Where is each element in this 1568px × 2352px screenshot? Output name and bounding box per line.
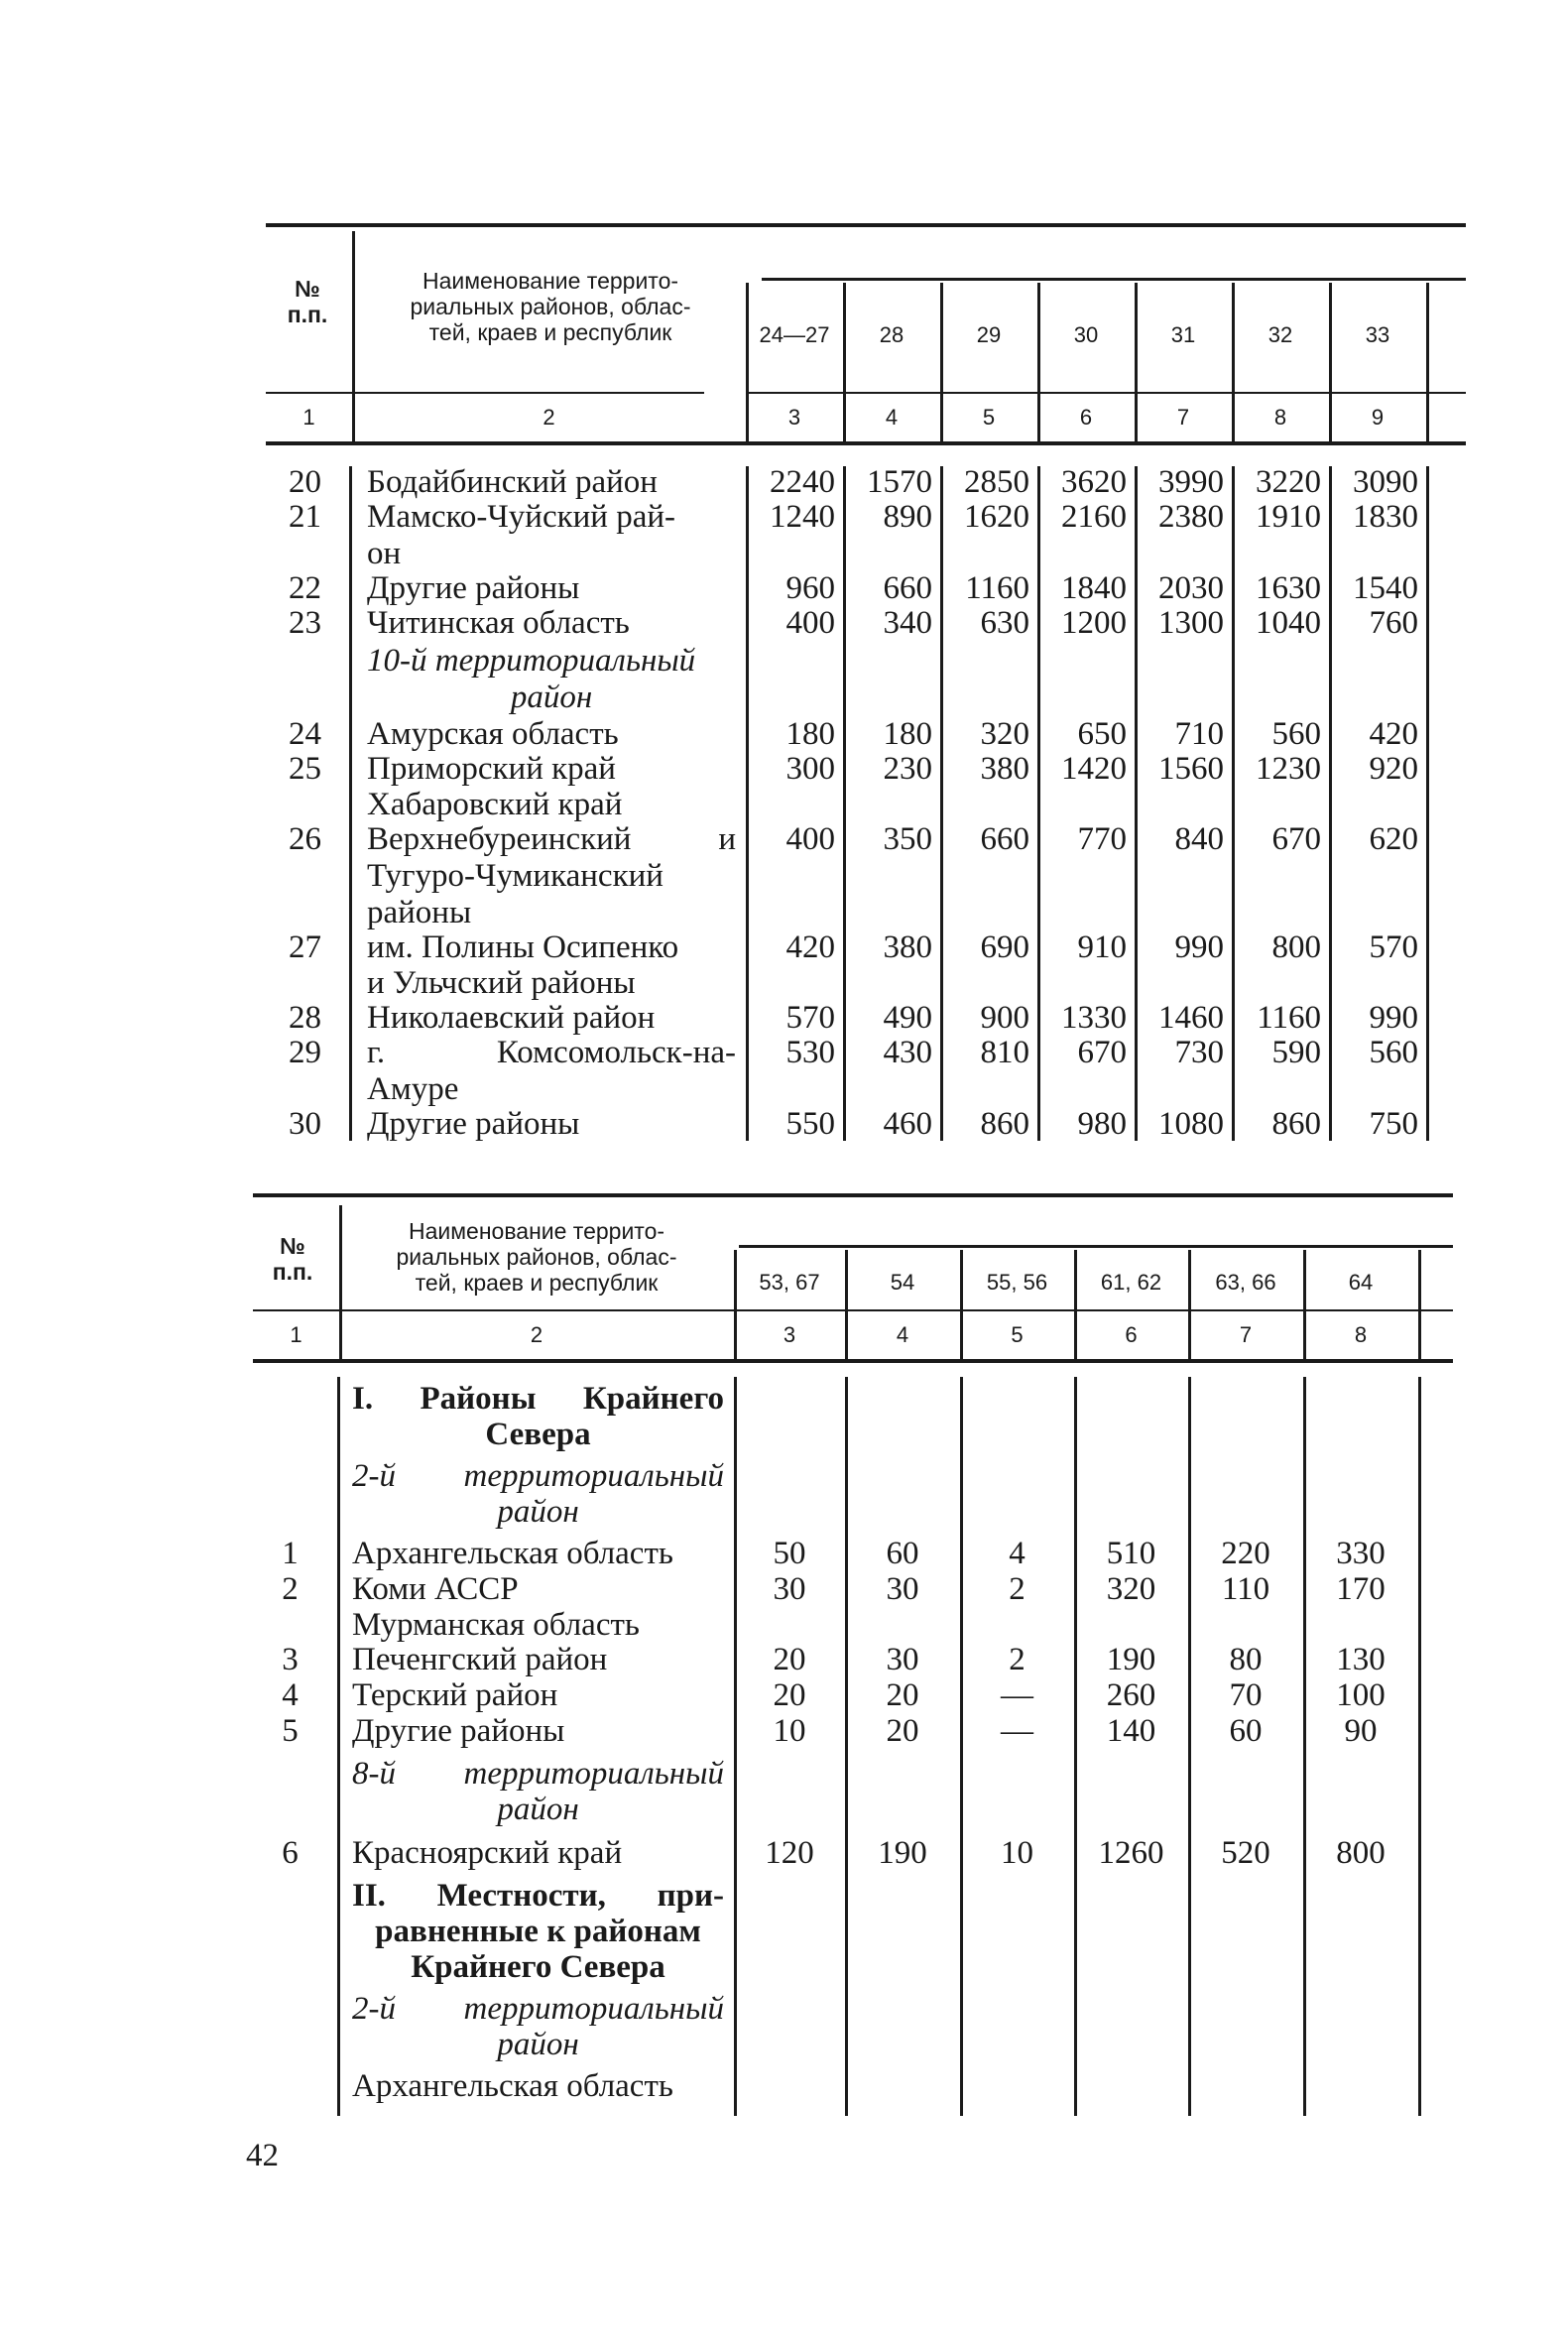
- cell-value: 570: [785, 1000, 835, 1036]
- row-number: 1: [282, 1536, 299, 1571]
- cell-value: 660: [883, 570, 932, 606]
- row-name: Коми АССР: [352, 1571, 519, 1607]
- header-column: 64: [1348, 1270, 1374, 1295]
- cell-value: 2: [1009, 1642, 1025, 1677]
- cell-value: 300: [785, 751, 835, 787]
- row-number: 21: [289, 499, 321, 535]
- cell-value: 140: [1106, 1713, 1156, 1749]
- row-name: Архангельская область: [352, 2068, 673, 2104]
- cell-value: 1630: [1256, 570, 1321, 606]
- row-name: Тугуро-Чумиканский: [367, 858, 663, 894]
- cell-value: 400: [785, 821, 835, 857]
- index-cell: 2: [530, 1322, 543, 1347]
- cell-value: 190: [1106, 1642, 1156, 1677]
- column-divider: [1303, 1377, 1306, 2116]
- row-name: Читинская область: [367, 605, 630, 641]
- cell-value: 3090: [1353, 464, 1418, 500]
- cell-value: 130: [1336, 1642, 1386, 1677]
- cell-value: 4: [1009, 1536, 1025, 1571]
- row-name: районы: [367, 895, 472, 930]
- cell-value: —: [1001, 1713, 1033, 1749]
- index-cell: 6: [1079, 405, 1093, 430]
- row-name: Николаевский район: [367, 1000, 656, 1036]
- row-number: 30: [289, 1106, 321, 1142]
- cell-value: 730: [1174, 1035, 1224, 1070]
- cell-value: 1540: [1353, 570, 1418, 606]
- cell-value: 990: [1369, 1000, 1418, 1036]
- cell-value: 990: [1174, 929, 1224, 965]
- cell-value: 1420: [1061, 751, 1127, 787]
- cell-value: 510: [1106, 1536, 1156, 1571]
- cell-value: 2160: [1061, 499, 1127, 535]
- cell-value: 550: [785, 1106, 835, 1142]
- cell-value: 420: [785, 929, 835, 965]
- index-cell: 1: [290, 1322, 302, 1347]
- cell-value: 320: [1106, 1571, 1156, 1607]
- cell-value: 460: [883, 1106, 932, 1142]
- cell-value: 760: [1369, 605, 1418, 641]
- cell-value: 980: [1077, 1106, 1127, 1142]
- cell-value: 630: [980, 605, 1029, 641]
- cell-value: 180: [883, 716, 932, 752]
- cell-value: 490: [883, 1000, 932, 1036]
- cell-value: 20: [773, 1642, 806, 1677]
- cell-value: 860: [1271, 1106, 1321, 1142]
- cell-value: 2030: [1158, 570, 1224, 606]
- cell-value: 30: [886, 1642, 919, 1677]
- header-column: 31: [1170, 322, 1196, 347]
- column-divider: [1188, 1377, 1191, 2116]
- header-column: 63, 66: [1215, 1270, 1276, 1295]
- cell-value: 670: [1271, 821, 1321, 857]
- column-divider: [1426, 466, 1429, 1141]
- row-name: Красноярский край: [352, 1835, 623, 1871]
- cell-value: 920: [1369, 751, 1418, 787]
- row-name: им. Полины Осипенко: [367, 929, 679, 965]
- row-name: Верхнебуреинский и: [367, 821, 736, 857]
- cell-value: 710: [1174, 716, 1224, 752]
- cell-value: 910: [1077, 929, 1127, 965]
- column-divider: [1426, 283, 1429, 441]
- cell-value: 860: [980, 1106, 1029, 1142]
- row-name: район: [497, 2027, 579, 2062]
- row-name: II. Местности, при-: [352, 1878, 724, 1914]
- row-number: 26: [289, 821, 321, 857]
- index-cell: 8: [1354, 1322, 1368, 1347]
- header-column: 33: [1365, 322, 1390, 347]
- row-number: 3: [282, 1642, 299, 1677]
- row-name: Бодайбинский район: [367, 464, 658, 500]
- cell-value: 260: [1106, 1677, 1156, 1713]
- header-column: 61, 62: [1100, 1270, 1162, 1295]
- cell-value: —: [1001, 1677, 1033, 1713]
- row-number: 23: [289, 605, 321, 641]
- header-column: 53, 67: [759, 1270, 820, 1295]
- cell-value: 1230: [1256, 751, 1321, 787]
- cell-value: 350: [883, 821, 932, 857]
- cell-value: 690: [980, 929, 1029, 965]
- header-column: 30: [1073, 322, 1099, 347]
- index-cell: 3: [787, 405, 801, 430]
- row-name: Другие районы: [352, 1713, 565, 1749]
- header-column: 55, 56: [986, 1270, 1048, 1295]
- rule-line: [253, 1309, 1453, 1311]
- index-cell: 8: [1273, 405, 1287, 430]
- row-number: 20: [289, 464, 321, 500]
- header-column: 29: [976, 322, 1002, 347]
- header-name: Наименование террито- риальных районов, облас- тей, краев и республик: [396, 1218, 677, 1296]
- cell-value: 20: [773, 1677, 806, 1713]
- cell-value: 1300: [1158, 605, 1224, 641]
- row-name: Мамско-Чуйский рай-: [367, 499, 676, 535]
- cell-value: 120: [765, 1835, 814, 1871]
- cell-value: 960: [785, 570, 835, 606]
- column-divider: [1135, 466, 1138, 1141]
- row-name: район: [510, 680, 593, 715]
- row-name: равненные к районам: [375, 1914, 701, 1949]
- cell-value: 230: [883, 751, 932, 787]
- cell-value: 1260: [1098, 1835, 1164, 1871]
- cell-value: 190: [878, 1835, 927, 1871]
- row-name: I. Районы Крайнего: [352, 1381, 724, 1417]
- index-cell: 3: [783, 1322, 796, 1347]
- cell-value: 650: [1077, 716, 1127, 752]
- cell-value: 3990: [1158, 464, 1224, 500]
- row-number: 2: [282, 1571, 299, 1607]
- cell-value: 30: [886, 1571, 919, 1607]
- cell-value: 90: [1344, 1713, 1378, 1749]
- cell-value: 560: [1271, 716, 1321, 752]
- row-number: 22: [289, 570, 321, 606]
- index-cell: 7: [1176, 405, 1190, 430]
- cell-value: 110: [1221, 1571, 1270, 1607]
- row-name: Мурманская область: [352, 1607, 640, 1643]
- cell-value: 1560: [1158, 751, 1224, 787]
- rule-line: [762, 278, 1466, 281]
- cell-value: 1910: [1256, 499, 1321, 535]
- cell-value: 420: [1369, 716, 1418, 752]
- column-divider: [1074, 1377, 1077, 2116]
- row-number: 24: [289, 716, 321, 752]
- cell-value: 1240: [770, 499, 835, 535]
- cell-value: 590: [1271, 1035, 1321, 1070]
- cell-value: 430: [883, 1035, 932, 1070]
- column-divider: [1329, 466, 1332, 1141]
- cell-value: 530: [785, 1035, 835, 1070]
- row-name: Приморский край: [367, 751, 616, 787]
- cell-value: 1160: [1257, 1000, 1321, 1036]
- rule-line: [253, 1359, 1453, 1363]
- row-number: 6: [282, 1835, 299, 1871]
- cell-value: 2850: [964, 464, 1029, 500]
- cell-value: 180: [785, 716, 835, 752]
- cell-value: 800: [1336, 1835, 1386, 1871]
- cell-value: 1200: [1061, 605, 1127, 641]
- rule-line: [266, 223, 1466, 227]
- rule-line: [253, 1193, 1453, 1197]
- cell-value: 100: [1336, 1677, 1386, 1713]
- cell-value: 80: [1229, 1642, 1263, 1677]
- cell-value: 900: [980, 1000, 1029, 1036]
- cell-value: 1160: [965, 570, 1029, 606]
- header-column: 28: [879, 322, 905, 347]
- cell-value: 750: [1369, 1106, 1418, 1142]
- column-divider: [734, 1377, 737, 2116]
- column-divider: [1418, 1377, 1421, 2116]
- cell-value: 620: [1369, 821, 1418, 857]
- column-divider: [845, 1377, 848, 2116]
- cell-value: 220: [1221, 1536, 1270, 1571]
- column-divider: [349, 466, 352, 1141]
- cell-value: 770: [1077, 821, 1127, 857]
- row-name: Хабаровский край: [367, 787, 623, 822]
- row-name: Другие районы: [367, 1106, 580, 1142]
- row-name: Севера: [485, 1417, 591, 1452]
- cell-value: 1040: [1256, 605, 1321, 641]
- cell-value: 60: [1229, 1713, 1263, 1749]
- cell-value: 560: [1369, 1035, 1418, 1070]
- cell-value: 1080: [1158, 1106, 1224, 1142]
- rule-line: [746, 392, 1466, 394]
- cell-value: 170: [1336, 1571, 1386, 1607]
- index-cell: 5: [982, 405, 996, 430]
- row-name: он: [367, 536, 402, 571]
- rule-line: [266, 392, 704, 394]
- header-column: 32: [1267, 322, 1293, 347]
- cell-value: 400: [785, 605, 835, 641]
- row-name: Архангельская область: [352, 1536, 673, 1571]
- cell-value: 10: [773, 1713, 806, 1749]
- column-divider: [337, 1377, 340, 2116]
- column-divider: [843, 466, 846, 1141]
- row-name: район: [497, 1792, 579, 1827]
- cell-value: 340: [883, 605, 932, 641]
- cell-value: 30: [773, 1571, 806, 1607]
- index-cell: 6: [1125, 1322, 1138, 1347]
- cell-value: 840: [1174, 821, 1224, 857]
- index-cell: 7: [1239, 1322, 1253, 1347]
- cell-value: 50: [773, 1536, 806, 1571]
- row-name: Амурская область: [367, 716, 619, 752]
- cell-value: 1570: [867, 464, 932, 500]
- row-name: и Ульчский районы: [367, 965, 636, 1001]
- cell-value: 2: [1009, 1571, 1025, 1607]
- row-number: 27: [289, 929, 321, 965]
- cell-value: 3220: [1256, 464, 1321, 500]
- cell-value: 10: [1001, 1835, 1033, 1871]
- index-cell: 9: [1371, 405, 1385, 430]
- cell-value: 810: [980, 1035, 1029, 1070]
- cell-value: 2240: [770, 464, 835, 500]
- cell-value: 1460: [1158, 1000, 1224, 1036]
- column-divider: [940, 466, 943, 1141]
- row-number: 5: [282, 1713, 299, 1749]
- cell-value: 60: [886, 1536, 919, 1571]
- index-cell: 4: [885, 405, 899, 430]
- row-number: 29: [289, 1035, 321, 1070]
- column-divider: [960, 1377, 963, 2116]
- cell-value: 660: [980, 821, 1029, 857]
- cell-value: 380: [883, 929, 932, 965]
- row-number: 4: [282, 1677, 299, 1713]
- row-name: Амуре: [367, 1071, 459, 1107]
- cell-value: 1620: [964, 499, 1029, 535]
- column-divider: [746, 466, 749, 1141]
- row-number: 28: [289, 1000, 321, 1036]
- header-column: 24—27: [759, 322, 830, 347]
- column-divider: [1418, 1250, 1421, 1359]
- header-name: Наименование террито- риальных районов, облас- тей, краев и республик: [410, 268, 691, 345]
- row-name: 2-й территориальный: [352, 1458, 724, 1494]
- cell-value: 380: [980, 751, 1029, 787]
- row-name: Другие районы: [367, 570, 580, 606]
- cell-value: 1840: [1061, 570, 1127, 606]
- row-name: г. Комсомольск-на-: [367, 1035, 736, 1070]
- column-divider: [1037, 466, 1040, 1141]
- row-name: 2-й территориальный: [352, 1991, 724, 2027]
- cell-value: 3620: [1061, 464, 1127, 500]
- cell-value: 570: [1369, 929, 1418, 965]
- cell-value: 670: [1077, 1035, 1127, 1070]
- cell-value: 520: [1221, 1835, 1270, 1871]
- page-number: 42: [246, 2138, 279, 2173]
- cell-value: 70: [1229, 1677, 1263, 1713]
- row-name: Крайнего Севера: [411, 1949, 665, 1985]
- column-divider: [1232, 466, 1235, 1141]
- index-cell: 4: [896, 1322, 909, 1347]
- row-name: Терский район: [352, 1677, 558, 1713]
- header-number: № п.п.: [287, 276, 328, 327]
- cell-value: 1830: [1353, 499, 1418, 535]
- row-number: 25: [289, 751, 321, 787]
- row-name: район: [497, 1494, 579, 1530]
- cell-value: 20: [886, 1677, 919, 1713]
- row-name: 8-й территориальный: [352, 1756, 724, 1792]
- cell-value: 1330: [1061, 1000, 1127, 1036]
- rule-line: [266, 441, 1466, 445]
- cell-value: 320: [980, 716, 1029, 752]
- cell-value: 2380: [1158, 499, 1224, 535]
- header-column: 54: [890, 1270, 915, 1295]
- index-cell: 1: [302, 405, 315, 430]
- row-name: Печенгский район: [352, 1642, 608, 1677]
- cell-value: 330: [1336, 1536, 1386, 1571]
- index-cell: 5: [1011, 1322, 1024, 1347]
- cell-value: 800: [1271, 929, 1321, 965]
- rule-line: [739, 1245, 1453, 1248]
- cell-value: 890: [883, 499, 932, 535]
- cell-value: 20: [886, 1713, 919, 1749]
- header-number: № п.п.: [272, 1233, 313, 1285]
- index-cell: 2: [543, 405, 555, 430]
- row-name: 10-й территориальный: [367, 643, 696, 679]
